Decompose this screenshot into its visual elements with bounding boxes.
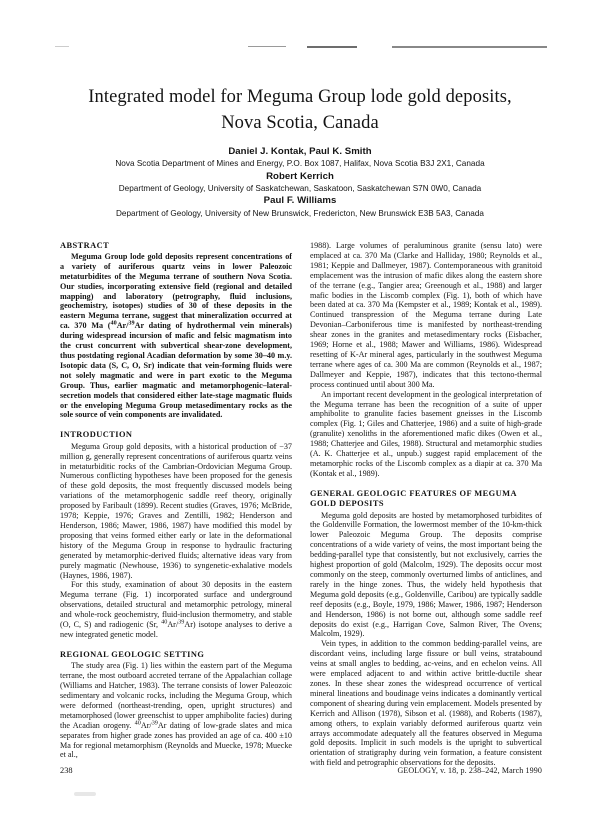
general-geologic-features-heading	[310, 489, 542, 510]
page-title	[52, 84, 548, 136]
journal-reference: GEOLOGY, v. 18, p. 238–242, March 1990	[397, 766, 542, 775]
regional-text-ar-slash: Ar/	[140, 720, 152, 730]
intro-p2-text-part-1: For this study, examination of about 30 deposits in the eastern Meguma terrane (Fig. 1) incorporated surface and underground observations, detailed structural and metamorphic petrology, mineral and whole-rock geochemistry, fluid-inclusion thermometry, and stable (O, C, S) and radiogenic (Sr,	[60, 580, 292, 630]
two-column-body	[60, 241, 542, 768]
affiliation-group-2: Department of Geology, University of Saskatchewan, Saskatoon, Saskatchewan S7N 0W0, Canada	[118, 184, 482, 194]
author-names-group-2: Robert Kerrich	[266, 170, 334, 182]
scan-artifact-marks	[0, 44, 600, 52]
general-paragraph-2: Vein types, in addition to the common bedding-parallel veins, are discordant veins, including large fissure or bull veins, stratabound veins at small angles to bedding, ac-veins, and en echelon veins. All were emplaced adjacent to and within active brittle-ductile shear zones. In these shear zones the widespread occurrence of vertical mineral lineations and boudinage veins indicates a dominantly vertical component of shearing during vein emplacement. Models presented by Kerrich and Allison (1978), Sibson et al. (1988), and Roberts (1987), among others, to explain variably deformed auriferous quartz vein arrays accommodate adequately all the features observed in Meguma gold deposits. Implicit in such models is the upright to subvertical orientation of stratigraphy during vein formation, a feature consistent with field and petrographic observations for the deposits.	[310, 639, 542, 768]
regional-paragraph-continuation: 1988). Large volumes of peraluminous granite (sensu lato) were emplaced at ca. 370 Ma (Clarke and Halliday, 1980; Reynolds et al., 1981; Keppie and Dallmeyer, 1987). Contemporaneous with granitoid emplacement was the intrusion of mafic dikes along the eastern shore of the terrane (e.g., Tangier area; Greenough et al., 1988) and larger mafic bodies in the Liscomb complex (Fig. 1), both of which have been dated at ca. 370 Ma (Kempster et al., 1989; Kontak et al., 1989). Continued transpression of the Meguma terrane during Late Devonian–Carboniferous time is manifested by northeast-trending shear zones in the granites and metasedimentary rocks (Eisbacher, 1969; Horne et al., 1988; Mawer and Williams, 1986). Widespread resetting of K-Ar mineral ages, particularly in the southwest Meguma terrane where ages of ca. 300 Ma are common (Reynolds et al., 1987; Dallmeyer and Keppie, 1987), indicates that this tectono-thermal process continued until about 300 Ma.	[310, 241, 542, 389]
left-column	[60, 241, 292, 760]
page-number: 238	[60, 766, 73, 775]
author-names-group-1: Daniel J. Kontak, Paul K. Smith	[228, 146, 372, 157]
regional-geologic-setting-heading: REGIONAL GEOLOGIC SETTING	[60, 649, 205, 659]
scan-smudge	[74, 792, 96, 796]
intro-superscript-40: 40	[161, 618, 168, 626]
regional-superscript-39: 39	[151, 718, 158, 726]
introduction-heading: INTRODUCTION	[60, 430, 133, 440]
regional-text-part-2: Ar dating of low-grade slates and mica separates from higher grade zones has provided an age of ca. 400 ±10 Ma for regional metamorphism (Reynolds and Muecke, 1978; Muecke et al.,	[60, 720, 292, 760]
right-column	[310, 241, 542, 768]
abstract-text-part-2: Ar dating of hydrothermal vein minerals) during widespread incursion of mafic and felsic magmatism into the crust concurrent with subvertical shear-zone development, thus postdating regional Acadian deformation by some 30–40 m.y. Isotopic data (S, C, O, Sr) indicate that vein-forming fluids were not solely magmatic and were in part exotic to the Meguma Group. Thus, earlier magmatic and metamorphogenic–lateral-secretion models that considered either late-stage magmatic fluids or the enveloping Meguma Group metasedimentary rocks as the sole source of vein components are invalidated.	[60, 321, 292, 420]
abstract-heading: ABSTRACT	[60, 241, 110, 250]
affiliation-group-1: Nova Scotia Department of Mines and Energy, P.O. Box 1087, Halifax, Nova Scotia B3J 2X1, Canada	[115, 159, 485, 169]
regional-text-part-1: The study area (Fig. 1) lies within the eastern part of the Meguma terrane, the most outboard accreted terrane of the Appalachian collage (Williams and Hatcher, 1983). The terrane consists of lower Paleozoic sedimentary and volcanic rocks, including the Meguma Group, which were deformed (northeast-trending, open, upright structures) and metamorphosed (lower greenschist to upper amphibolite facies) during the Acadian orogeny.	[60, 661, 292, 730]
regional-paragraph-2: An important recent development in the geological interpretation of the Meguma terrane has been the recognition of a suite of upper amphibolite to granulite facies basement gneisses in the Liscomb complex (Fig. 1; Giles and Chatterjee, 1986) and a suite of high-grade (granulite) xenoliths in the aforementioned mafic dikes (Owen et al., 1988; Chatterjee and Giles, 1988). Structural and metamorphic studies (A. K. Chatterjee et al., unpub.) suggest rapid emplacement of the metamorphic rocks of the Liscomb complex as a diapir at ca. 370 Ma (Kontak et al., 1989).	[310, 389, 542, 478]
general-heading-line-2: GOLD DEPOSITS	[310, 499, 385, 509]
abstract-text-part-1: Meguma Group lode gold deposits represent concentrations of a variety of auriferous quartz veins in lower Paleozoic metaturbidites of the Meguma terrane of southern Nova Scotia. Our studies, incorporating extensive field (regional and detailed mapping) and laboratory (petrography, fluid inclusions, geochemistry, isotopes) studies of 30 of these deposits in the eastern Meguma terrane, suggest that mineralization occurred at ca. 370 Ma (	[60, 251, 292, 331]
author-names-group-3: Paul F. Williams	[263, 195, 337, 207]
author-affiliation-block	[52, 146, 548, 220]
abstract-superscript-40: 40	[110, 319, 117, 327]
intro-text-ar-slash: Ar/	[167, 620, 179, 630]
title-line-2: Nova Scotia, Canada	[221, 113, 379, 133]
general-paragraph-1: Meguma gold deposits are hosted by metamorphosed turbidites of the Goldenville Formation, the lowermost member of the 10-km-thick lower Paleozoic Meguma Group. The deposits comprise concentrations of a wide variety of veins, the most important being the bedding-parallel type that consistently, but not exclusively, carries the highest proportion of gold (Malcolm, 1929). The deposits occur most commonly on the steep, commonly overturned limbs of anticlines, and rarely in the hinge zones. Thus, the widely held hypothesis that Meguma gold deposits (e.g., Goldenville, Caribou) are typically saddle reef deposits (e.g., Boyle, 1979, 1986; Mawer, 1986, 1987; Henderson and Henderson, 1986) is not borne out, although some saddle reef deposits do exist (e.g., Harrigan Cove, Salmon River, The Ovens; Malcolm, 1929).	[310, 510, 542, 639]
intro-p2-text-part-2: Ar) isotope analyses to derive a new integrated genetic model.	[60, 620, 292, 639]
page-footer	[60, 766, 542, 780]
abstract-superscript-39: 39	[128, 319, 135, 327]
abstract-paragraph	[60, 252, 292, 420]
regional-paragraph-1	[60, 661, 292, 760]
abstract-text-ar-slash: Ar/	[116, 321, 129, 331]
introduction-paragraph-2	[60, 580, 292, 639]
introduction-paragraph-1: Meguma Group gold deposits, with a historical production of −37 million g, generally represent concentrations of auriferous quartz veins in metaturbiditic rocks of the Cambrian-Ordovician Meguma Group. Numerous conflicting hypotheses have been proposed for the genesis of these gold deposits, the most frequently discussed models being variations of the metamorphogenic saddle reef theory, originally proposed by Faribault (1899). Recent studies (Graves, 1976; McBride, 1978; Keppie, 1976; Graves and Zentilli, 1982; Henderson and Henderson, 1986; Mawer, 1986, 1987) have modified this model by proposing that veins formed either early or late in the deformational history of the Meguma Group in response to hydraulic fracturing generated by metamorphic-derived fluids; alternative ideas vary from purely magmatic (Newhouse, 1936) to syngenetic-exhalative models (Haynes, 1986, 1987).	[60, 441, 292, 580]
title-line-1: Integrated model for Meguma Group lode gold deposits,	[88, 87, 512, 107]
intro-superscript-39: 39	[178, 618, 185, 626]
general-heading-line-1: GENERAL GEOLOGIC FEATURES OF MEGUMA	[310, 488, 517, 498]
affiliation-group-3: Department of Geology, University of New Brunswick, Fredericton, New Brunswick E3B 5A3, Canada	[115, 208, 485, 218]
regional-superscript-40: 40	[134, 718, 141, 726]
